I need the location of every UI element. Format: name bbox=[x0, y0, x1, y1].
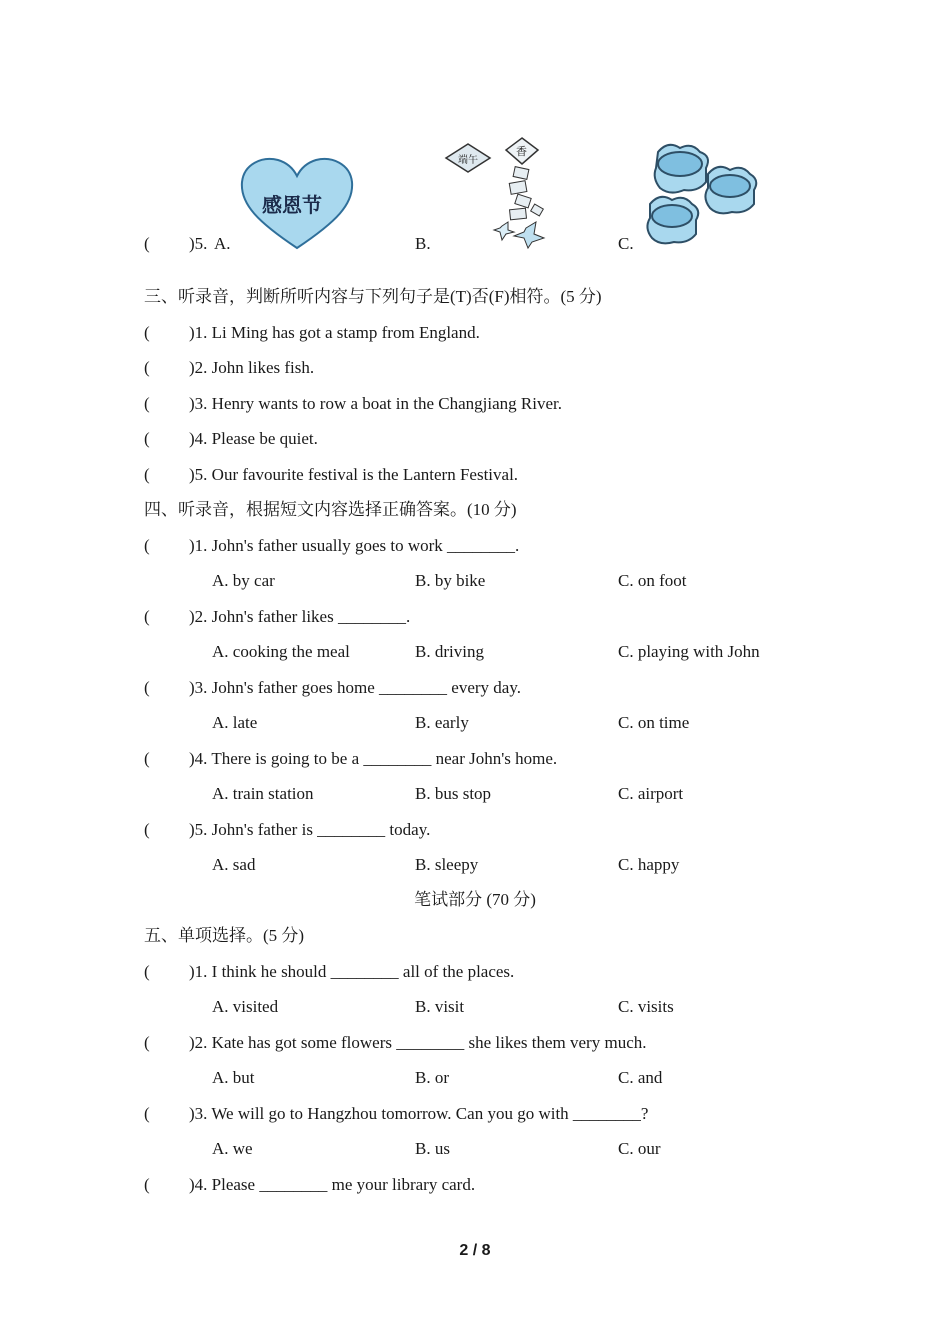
question-number: )5. bbox=[189, 234, 208, 253]
question-row bbox=[0, 604, 950, 630]
question-text: )4. Please ________ me your library card. bbox=[189, 1175, 476, 1194]
answer-paren[interactable]: ( bbox=[144, 607, 150, 626]
question-text: )3. John's father goes home ________ every day. bbox=[189, 678, 521, 697]
options-row bbox=[0, 639, 950, 665]
option-c: C. happy bbox=[618, 855, 680, 874]
option-a: A. cooking the meal bbox=[212, 642, 350, 661]
options-row bbox=[0, 710, 950, 736]
answer-paren[interactable]: ( bbox=[144, 1033, 150, 1052]
option-c: C. on foot bbox=[618, 571, 687, 590]
written-part-title-row bbox=[0, 887, 950, 913]
question-row bbox=[0, 1030, 950, 1056]
option-c: C. visits bbox=[618, 997, 674, 1016]
option-b: B. us bbox=[415, 1139, 450, 1158]
section-title: 三、听录音，判断所听内容与下列句子是(T)否(F)相符。(5 分) bbox=[144, 287, 602, 306]
question-text: )4. There is going to be a ________ near John's home. bbox=[189, 749, 558, 768]
question-row bbox=[0, 355, 950, 381]
question-text: )5. John's father is ________ today. bbox=[189, 820, 431, 839]
question-text: )2. John's father likes ________. bbox=[189, 607, 411, 626]
answer-paren[interactable]: ( bbox=[144, 962, 150, 981]
option-a: A. by car bbox=[212, 571, 275, 590]
option-b: B. bus stop bbox=[415, 784, 492, 803]
answer-paren[interactable]: ( bbox=[144, 678, 150, 697]
heart-text: 感恩节 bbox=[262, 193, 322, 217]
option-b: B. or bbox=[415, 1068, 449, 1087]
answer-paren[interactable]: ( bbox=[144, 820, 150, 839]
options-row bbox=[0, 781, 950, 807]
answer-paren[interactable]: ( bbox=[144, 1175, 150, 1194]
option-c: C. our bbox=[618, 1139, 661, 1158]
question-text: )3. We will go to Hangzhou tomorrow. Can you go with ________? bbox=[189, 1104, 649, 1123]
option-a: A. bbox=[214, 234, 231, 253]
question-row bbox=[0, 391, 950, 417]
option-a: A. we bbox=[212, 1139, 253, 1158]
question-row bbox=[0, 959, 950, 985]
question-row bbox=[0, 817, 950, 843]
option-c: C. bbox=[618, 234, 634, 253]
question-row bbox=[0, 1101, 950, 1127]
dumpling-text: 香 bbox=[516, 145, 527, 158]
option-a: A. late bbox=[212, 713, 258, 732]
option-b: B. visit bbox=[415, 997, 465, 1016]
question-text: )2. John likes fish. bbox=[189, 358, 315, 377]
answer-paren[interactable]: ( bbox=[144, 536, 150, 555]
question-row bbox=[0, 533, 950, 559]
section5-title-row bbox=[0, 923, 950, 949]
question-text: )3. Henry wants to row a boat in the Changjiang River. bbox=[189, 394, 562, 413]
options-row bbox=[0, 1136, 950, 1162]
question-text: )5. Our favourite festival is the Lantern Festival. bbox=[189, 465, 519, 484]
option-a: A. but bbox=[212, 1068, 255, 1087]
question-text: )1. John's father usually goes to work ________. bbox=[189, 536, 520, 555]
answer-paren[interactable]: ( bbox=[144, 394, 150, 413]
options-row bbox=[0, 568, 950, 594]
question-row bbox=[0, 320, 950, 346]
page-number: 2 / 8 bbox=[459, 1242, 491, 1259]
answer-paren[interactable]: ( bbox=[144, 465, 150, 484]
options-row bbox=[0, 994, 950, 1020]
question-row bbox=[0, 426, 950, 452]
question-text: )2. Kate has got some flowers ________ she likes them very much. bbox=[189, 1033, 647, 1052]
options-row bbox=[0, 1065, 950, 1091]
answer-paren[interactable]: ( bbox=[144, 1104, 150, 1123]
question-row bbox=[0, 746, 950, 772]
question-text: )1. Li Ming has got a stamp from England. bbox=[189, 323, 480, 342]
option-b: B. early bbox=[415, 713, 469, 732]
section-title: 四、听录音，根据短文内容选择正确答案。(10 分) bbox=[144, 500, 517, 519]
option-c: C. airport bbox=[618, 784, 684, 803]
option-a: A. visited bbox=[212, 997, 279, 1016]
option-c: C. playing with John bbox=[618, 642, 760, 661]
question-text: )1. I think he should ________ all of the places. bbox=[189, 962, 515, 981]
question-row bbox=[0, 1172, 950, 1198]
answer-paren[interactable]: ( bbox=[144, 234, 150, 253]
option-b: B. driving bbox=[415, 642, 484, 661]
answer-paren[interactable]: ( bbox=[144, 429, 150, 448]
answer-paren[interactable]: ( bbox=[144, 749, 150, 768]
options-row bbox=[0, 852, 950, 878]
question-row bbox=[0, 462, 950, 488]
section-title: 五、单项选择。(5 分) bbox=[144, 926, 305, 945]
written-part-title: 笔试部分 (70 分) bbox=[414, 890, 536, 909]
section4-title-row bbox=[0, 497, 950, 523]
option-a: A. train station bbox=[212, 784, 314, 803]
answer-paren[interactable]: ( bbox=[144, 323, 150, 342]
question-row bbox=[0, 675, 950, 701]
option-b: B. sleepy bbox=[415, 855, 479, 874]
question-row bbox=[0, 231, 950, 257]
flag-text: 端午 bbox=[458, 155, 478, 166]
option-b: B. by bike bbox=[415, 571, 486, 590]
option-a: A. sad bbox=[212, 855, 256, 874]
section3-title-row bbox=[0, 284, 950, 310]
option-c: C. on time bbox=[618, 713, 690, 732]
option-c: C. and bbox=[618, 1068, 663, 1087]
option-b: B. bbox=[415, 234, 431, 253]
answer-paren[interactable]: ( bbox=[144, 358, 150, 377]
question-text: )4. Please be quiet. bbox=[189, 429, 318, 448]
